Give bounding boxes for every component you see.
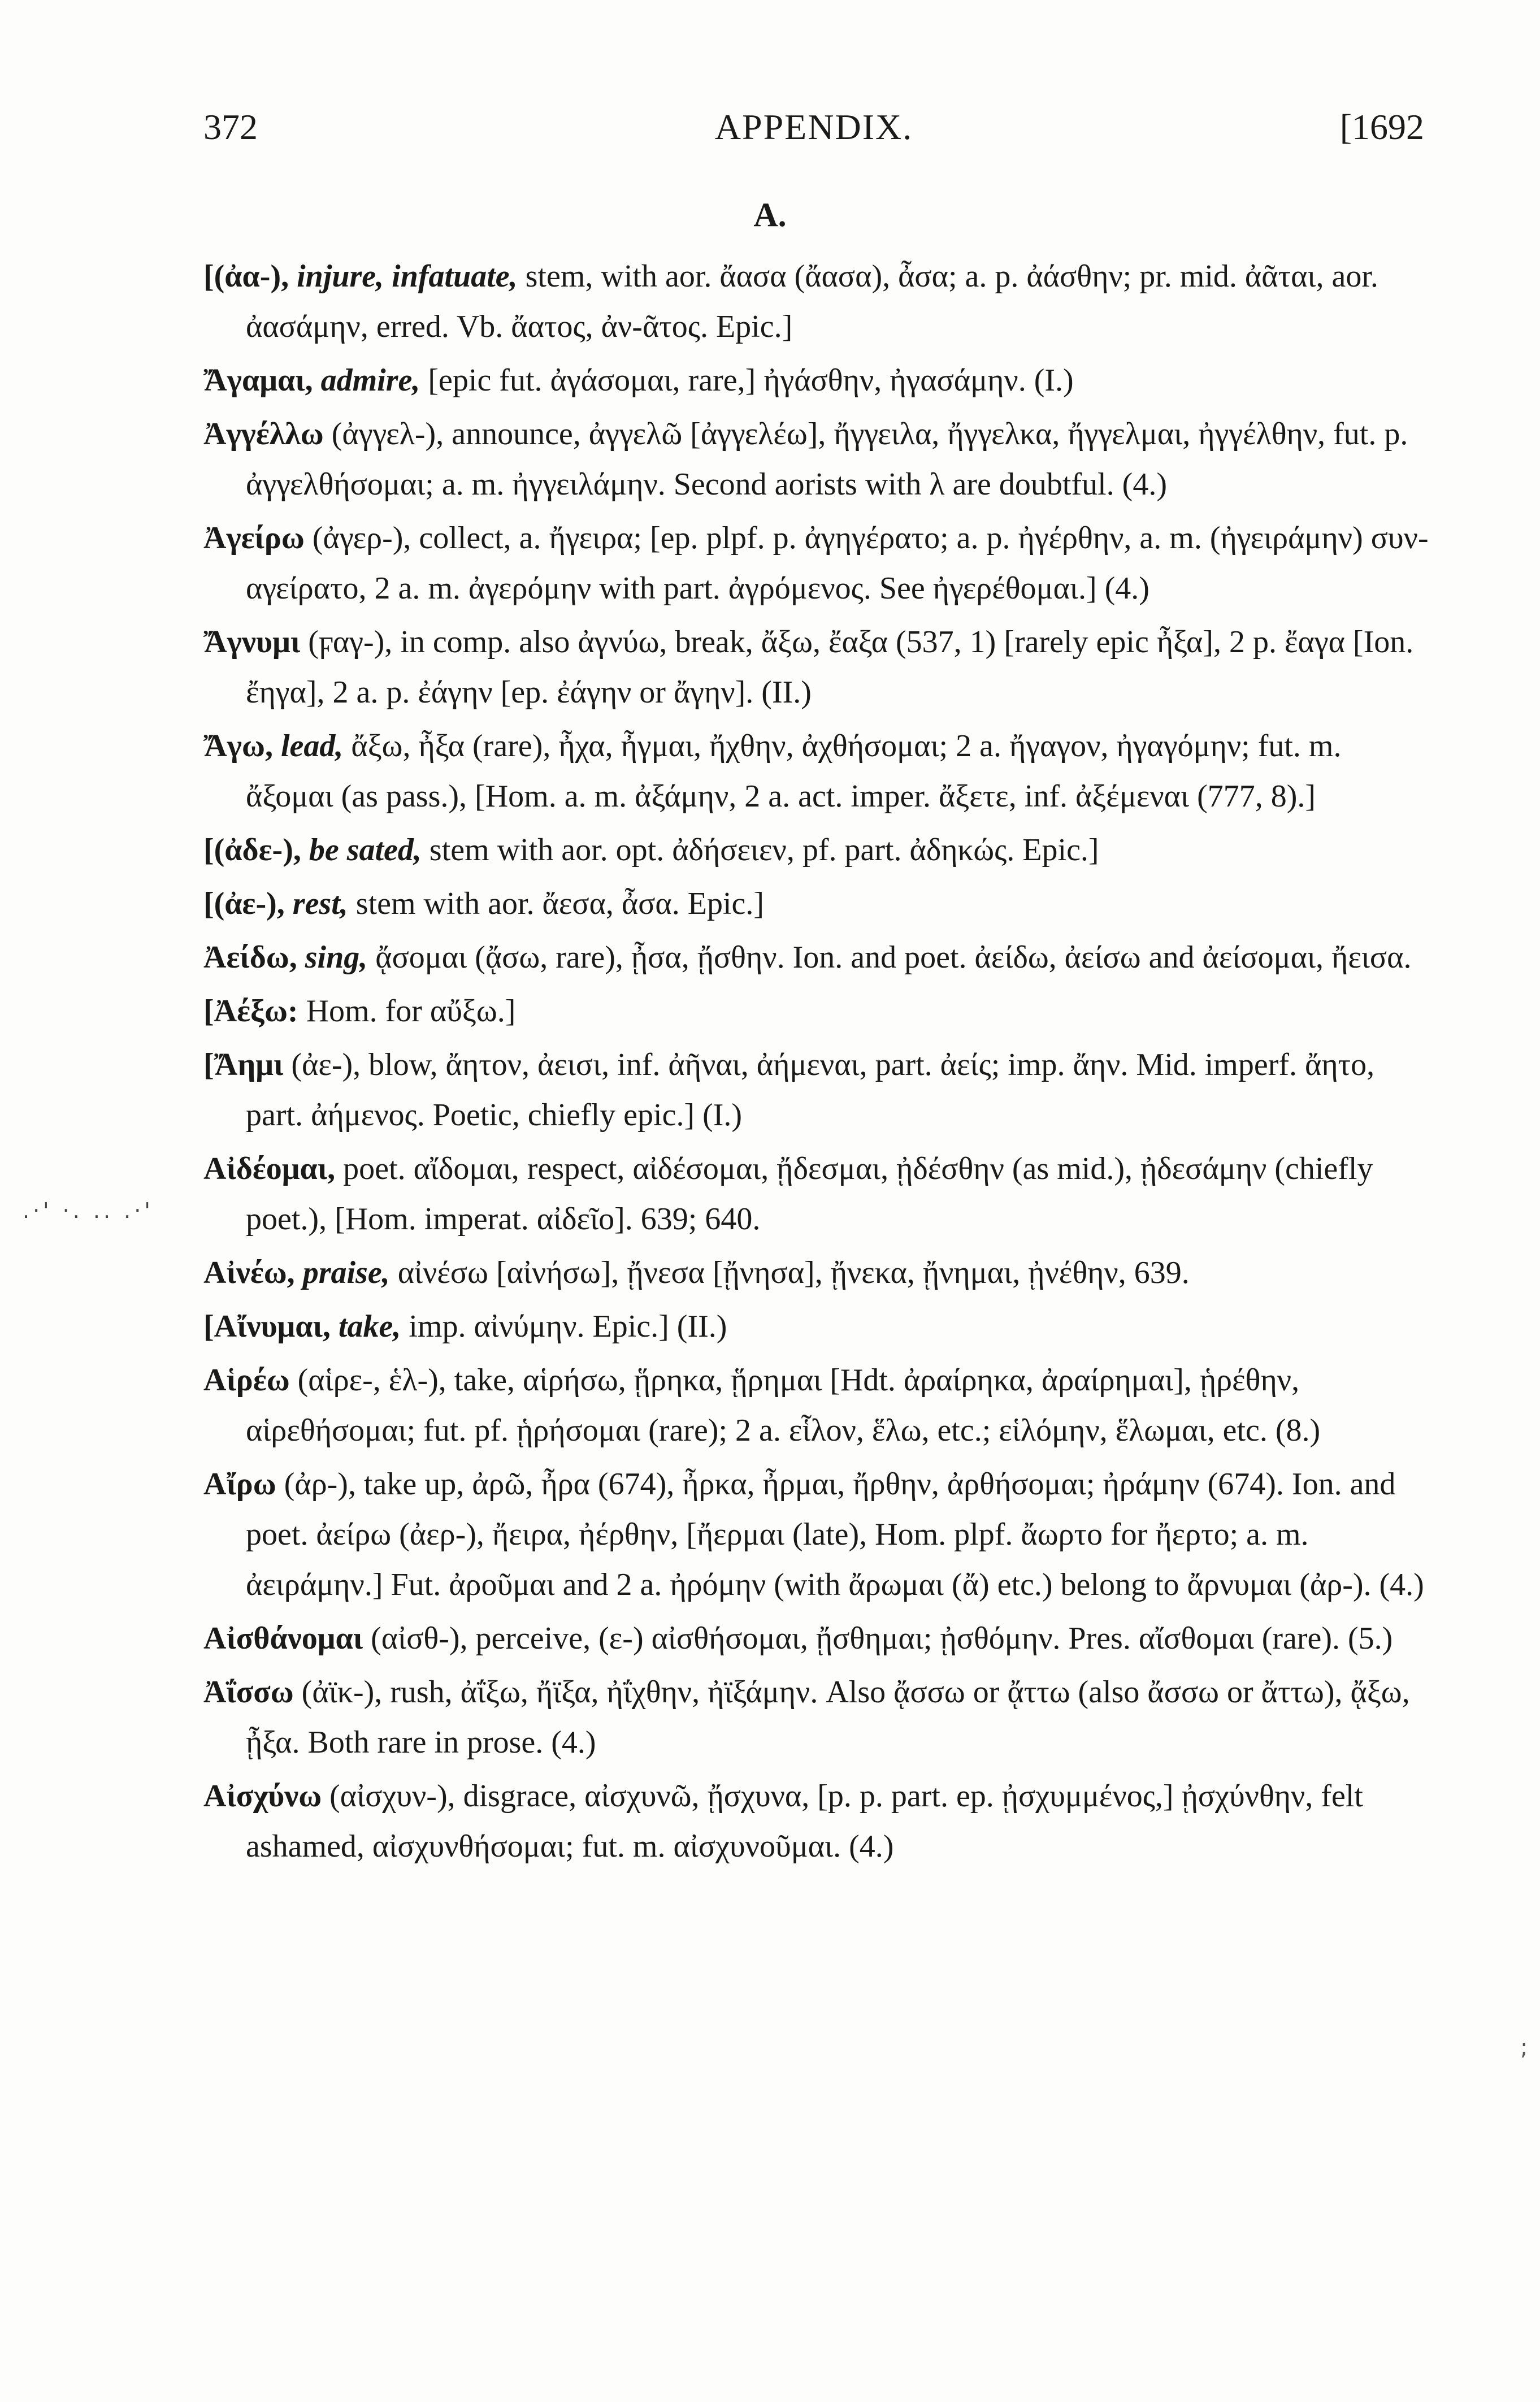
entry-agnymi bbox=[203, 617, 1430, 718]
entry-headword: Αἰνέω, bbox=[203, 1255, 295, 1290]
entry-aexo bbox=[203, 986, 1430, 1037]
entry-text: ᾄσομαι (ᾄσω, rare), ᾖσα, ᾔσθην. Ion. and poet. ἀείδω, ἀείσω and ἀείσομαι, ἤεισα. bbox=[375, 940, 1412, 975]
entry-meaning: lead, bbox=[280, 729, 344, 764]
entry-headword: Αἰσθάνομαι bbox=[203, 1621, 363, 1656]
entry-meaning: injure, infatuate, bbox=[297, 259, 518, 294]
entry-haireo bbox=[203, 1355, 1430, 1456]
entry-aideomai bbox=[203, 1144, 1430, 1245]
entry-aa bbox=[203, 252, 1430, 352]
entry-text: (ἀγγελ-), announce, ἀγγελῶ [ἀγγελέω], ἤγγειλα, ἤγγελκα, ἤγγελμαι, ἠγγέλθην, fut. p. ἀγγελθήσομαι; a. m. ἠγγειλάμην. Second aorists with λ are doubtful. (4.) bbox=[246, 417, 1408, 502]
entry-text: αἰνέσω [αἰνήσω], ᾔνεσα [ᾔνησα], ᾔνεκα, ᾔνημαι, ᾐνέθην, 639. bbox=[397, 1255, 1190, 1290]
entry-aineo bbox=[203, 1248, 1430, 1298]
entry-text: [epic fut. ἀγάσομαι, rare,] ἠγάσθην, ἠγασάμην. (I.) bbox=[428, 363, 1074, 398]
entry-ade bbox=[203, 825, 1430, 875]
section-letter: A. bbox=[753, 196, 787, 233]
entry-headword: [Αἴνυμαι, bbox=[203, 1309, 331, 1344]
entry-text: Hom. for αὔξω.] bbox=[306, 994, 516, 1029]
entry-text: ἄξω, ἦξα (rare), ἦχα, ἦγμαι, ἤχθην, ἀχθήσομαι; 2 a. ἤγαγον, ἠγαγόμην; fut. m. ἄξομαι (as pass.), [Hom. a. m. ἀξάμην, 2 a. act. imper. ἄξετε, inf. ἀξέμεναι (777, 8).] bbox=[246, 729, 1342, 814]
entry-text: (ἀϊκ-), rush, ἀΐξω, ἤϊξα, ἠΐχθην, ἠϊξάμην. Also ᾄσσω or ᾄττω (also ἄσσω or ἄττω), ᾄξω, ᾖξα. Both rare in prose. (4.) bbox=[246, 1675, 1410, 1760]
page-number: 372 bbox=[203, 107, 258, 147]
entry-headword: Ἀγείρω bbox=[203, 521, 305, 556]
entry-text: (αἰσχυν-), disgrace, αἰσχυνῶ, ᾔσχυνα, [p. p. part. ep. ᾐσχυμμένος,] ᾐσχύνθην, felt ashamed, αἰσχυνθήσομαι; fut. m. αἰσχυνοῦμαι. (4.) bbox=[246, 1779, 1363, 1864]
entry-text: stem with aor. opt. ἀδήσειεν, pf. part. ἀδηκώς. Epic.] bbox=[429, 833, 1099, 868]
entry-list bbox=[203, 252, 1430, 1875]
entry-aisso bbox=[203, 1667, 1430, 1768]
entry-text: imp. αἰνύμην. Epic.] (II.) bbox=[409, 1309, 727, 1344]
entry-text: (αἱρε-, ἑλ-), take, αἱρήσω, ᾕρηκα, ᾕρημαι [Hdt. ἀραίρηκα, ἀραίρημαι], ᾑρέθην, αἱρεθήσομαι; fut. pf. ᾑρήσομαι (rare); 2 a. εἷλον, ἕλω, etc.; εἱλόμην, ἕλωμαι, etc. (8.) bbox=[246, 1363, 1321, 1448]
entry-angello bbox=[203, 409, 1430, 510]
entry-aischyno bbox=[203, 1771, 1430, 1872]
entry-text: (ἀγερ-), collect, a. ἤγειρα; [ep. plpf. p. ἀγηγέρατο; a. p. ἠγέρθην, a. m. (ἠγειράμην) συν-αγείρατο, 2 a. m. ἀγερόμην with part. ἀγρόμενος. See ἠγερέθομαι.] (4.) bbox=[246, 521, 1429, 606]
entry-text: (ἀε-), blow, ἄητον, ἀεισι, inf. ἀῆναι, ἀήμεναι, part. ἀείς; imp. ἄην. Mid. imperf. ἄητο, part. ἀήμενος. Poetic, chiefly epic.] (I.) bbox=[246, 1047, 1375, 1133]
entry-headword: Ἀείδω, bbox=[203, 940, 297, 975]
margin-marks: .·' ·. .. .·' bbox=[23, 1198, 154, 1223]
entry-text: poet. αἴδομαι, respect, αἰδέσομαι, ᾔδεσμαι, ᾐδέσθην (as mid.), ᾐδεσάμην (chiefly poet.), [Hom. imperat. αἰδεῖο]. 639; 640. bbox=[246, 1151, 1373, 1237]
entry-headword: Αἴρω bbox=[203, 1467, 276, 1502]
entry-headword: [(ἀδε-), bbox=[203, 833, 301, 868]
entry-headword: [(ἀε-), bbox=[203, 886, 285, 921]
entry-headword: Ἄγαμαι, bbox=[203, 363, 313, 398]
entry-text: stem with aor. ἄεσα, ἆσα. Epic.] bbox=[355, 886, 765, 921]
header-title: APPENDIX. bbox=[714, 107, 913, 147]
entry-meaning: sing, bbox=[305, 940, 368, 975]
entry-headword: Αἱρέω bbox=[203, 1363, 290, 1398]
entry-headword: [Ἄημι bbox=[203, 1047, 284, 1082]
entry-ago bbox=[203, 721, 1430, 822]
entry-text: stem, with aor. ἄασα (ἄασα), ἆσα; a. p. ἀάσθην; pr. mid. ἀᾶται, aor. ἀασάμην, erred. Vb. ἄατος, ἀν-ᾶτος. Epic.] bbox=[246, 259, 1378, 344]
entry-text: (ἀρ-), take up, ἀρῶ, ἦρα (674), ἦρκα, ἦρμαι, ἤρθην, ἀρθήσομαι; ἠράμην (674). Ion. and poet. ἀείρω (ἀερ-), ἤειρα, ἠέρθην, [ἤερμαι (late), Hom. plpf. ἄωρτο for ἤερτο; a. m. ἀειράμην.] Fut. ἀροῦμαι and 2 a. ἠρόμην (with ἄρωμαι (ἄ) etc.) belong to ἄρνυμαι (ἀρ-). (4.) bbox=[246, 1467, 1424, 1602]
entry-headword: Αἰσχύνω bbox=[203, 1779, 322, 1814]
entry-airo bbox=[203, 1459, 1430, 1610]
entry-aeido bbox=[203, 933, 1430, 983]
entry-ae bbox=[203, 879, 1430, 929]
entry-headword: [(ἀα-), bbox=[203, 259, 289, 294]
entry-headword: Αἰδέομαι, bbox=[203, 1151, 336, 1186]
entry-aemi bbox=[203, 1040, 1430, 1141]
entry-ainymai bbox=[203, 1302, 1430, 1352]
entry-aisthanomai bbox=[203, 1614, 1430, 1664]
entry-headword: Ἄγω, bbox=[203, 729, 273, 764]
entry-meaning: take, bbox=[338, 1309, 401, 1344]
entry-text: (ϝαγ-), in comp. also ἀγνύω, break, ἄξω, ἔαξα (537, 1) [rarely epic ἦξα], 2 p. ἔαγα [Ion. ἔηγα], 2 a. p. ἐάγην [ep. ἐάγην or ἄγην]. (II.) bbox=[246, 625, 1414, 710]
entry-text: (αἰσθ-), perceive, (ε-) αἰσθήσομαι, ᾔσθημαι; ᾐσθόμην. Pres. αἴσθομαι (rare). (5.) bbox=[371, 1621, 1393, 1656]
entry-headword: Ἀΐσσω bbox=[203, 1675, 294, 1710]
entry-meaning: praise, bbox=[302, 1255, 390, 1290]
entry-headword: [Ἀέξω: bbox=[203, 994, 298, 1029]
entry-headword: Ἄγνυμι bbox=[203, 625, 301, 660]
entry-meaning: rest, bbox=[292, 886, 348, 921]
entry-agamai bbox=[203, 355, 1430, 406]
running-header bbox=[203, 102, 1424, 153]
section-number: [1692 bbox=[1339, 107, 1424, 147]
right-margin-mark: ; bbox=[1520, 2035, 1528, 2061]
entry-ageiro bbox=[203, 513, 1430, 614]
entry-meaning: admire, bbox=[320, 363, 420, 398]
entry-meaning: be sated, bbox=[309, 833, 422, 868]
entry-headword: Ἀγγέλλω bbox=[203, 417, 324, 452]
